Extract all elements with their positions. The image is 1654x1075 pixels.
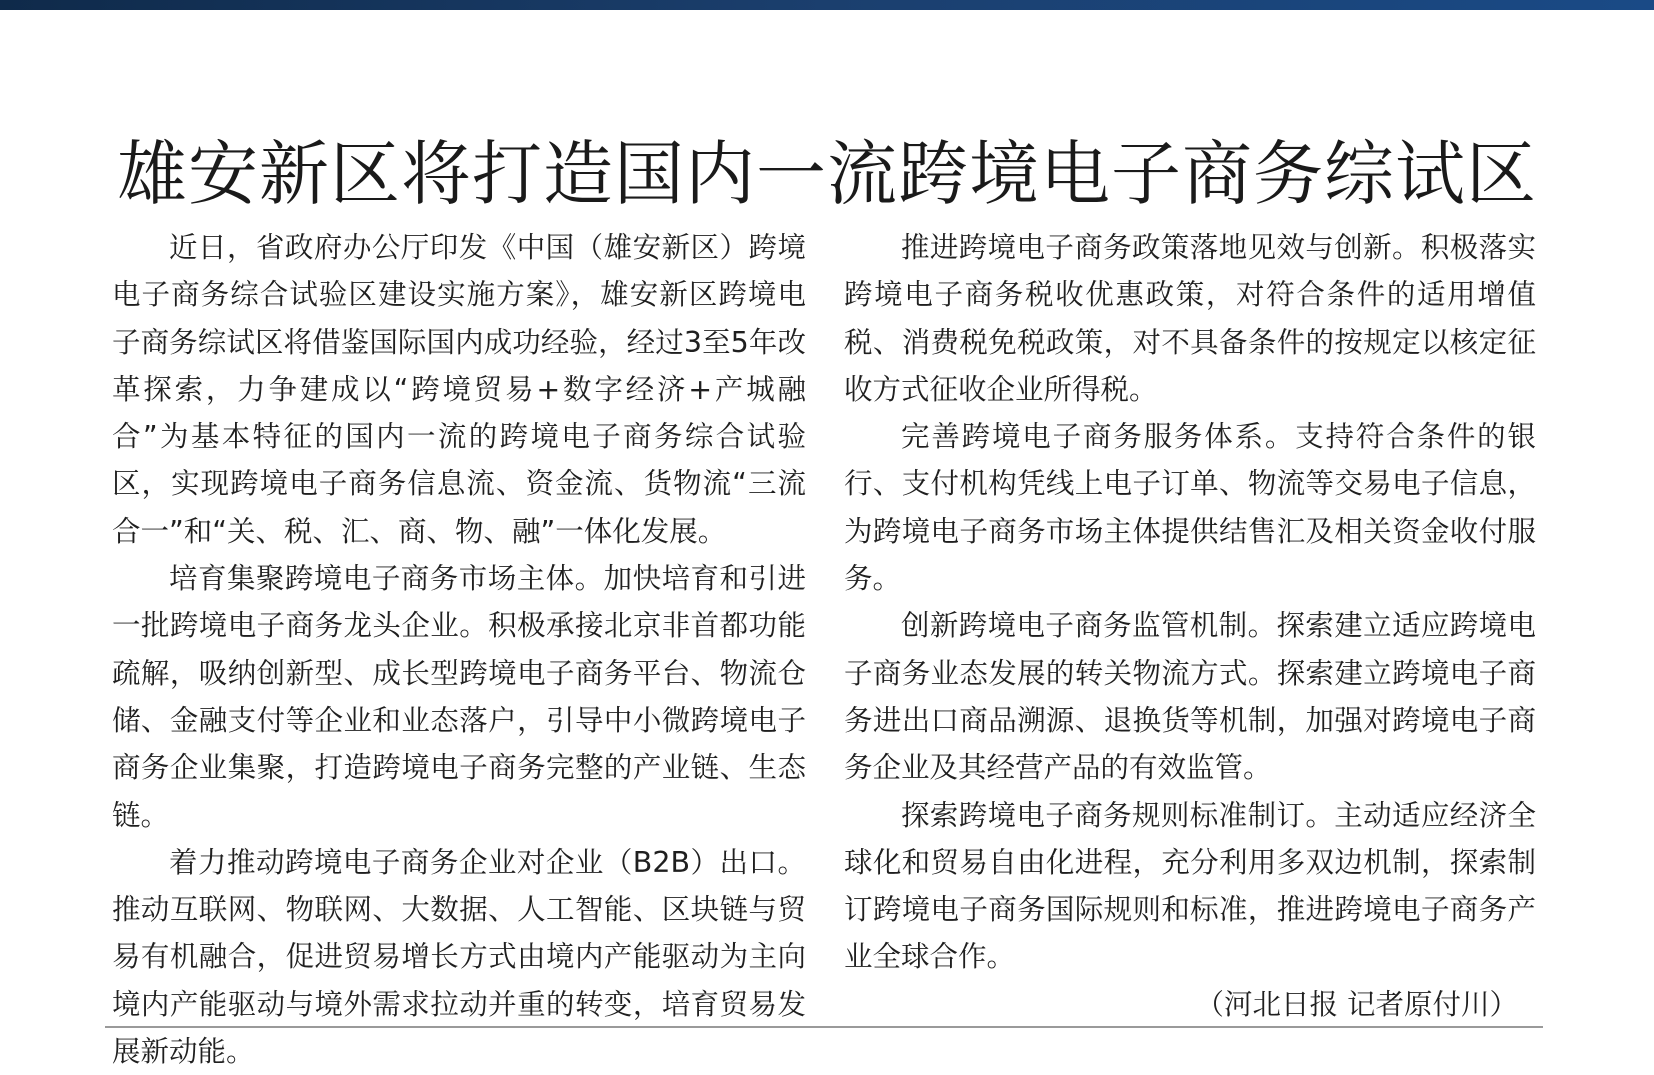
- paragraph-b2b-export: 着力推动跨境电子商务企业对企业（B2B）出口。推动互联网、物联网、大数据、人工智能、区块链与贸易有机融合，促进贸易增长方式由境内产能驱动为主向境内产能驱动与境外需求拉动并重的转变，培育贸易发展新动能。: [112, 845, 806, 1069]
- article-title: 雄安新区将打造国内一流跨境电子商务综试区: [117, 132, 1537, 215]
- article-column-left: [112, 224, 806, 1075]
- paragraph-policy: 推进跨境电子商务政策落地见效与创新。积极落实跨境电子商务税收优惠政策，对符合条件的适用增值税、消费税免税政策，对不具备条件的按规定以核定征收方式征收企业所得税。: [844, 231, 1536, 406]
- paragraph-regulation: 创新跨境电子商务监管机制。探索建立适应跨境电子商务业态发展的转关物流方式。探索建立跨境电子商务进出口商品溯源、退换货等机制，加强对跨境电子商务企业及其经营产品的有效监管。: [844, 609, 1536, 785]
- top-accent-bar: [0, 0, 1654, 10]
- bottom-divider: [105, 1026, 1543, 1028]
- paragraph-service-system: 完善跨境电子商务服务体系。支持符合条件的银行、支付机构凭线上电子订单、物流等交易电子信息，为跨境电子商务市场主体提供结售汇及相关资金收付服务。: [844, 420, 1536, 596]
- paragraph-market-entities: 培育集聚跨境电子商务市场主体。加快培育和引进一批跨境电子商务龙头企业。积极承接北京非首都功能疏解，吸纳创新型、成长型跨境电子商务平台、物流仓储、金融支付等企业和业态落户，引导中小微跨境电子商务企业集聚，打造跨境电子商务完整的产业链、生态链。: [112, 562, 806, 832]
- article-byline: （河北日报 记者原付川）: [1195, 987, 1518, 1021]
- paragraph-intro: 近日，省政府办公厅印发《中国（雄安新区）跨境电子商务综合试验区建设实施方案》，雄安新区跨境电子商务综试区将借鉴国际国内成功经验，经过3至5年改革探索，力争建成以“跨境贸易+数字经济+产城融合”为基本特征的国内一流的跨境电子商务综合试验区，实现跨境电子商务信息流、资金流、货物流“三流合一”和“关、税、汇、商、物、融”一体化发展。: [112, 231, 806, 548]
- article-column-right: [844, 224, 1536, 1028]
- paragraph-standards: 探索跨境电子商务规则标准制订。主动适应经济全球化和贸易自由化进程，充分利用多双边机制，探索制订跨境电子商务国际规则和标准，推进跨境电子商务产业全球合作。: [844, 798, 1536, 974]
